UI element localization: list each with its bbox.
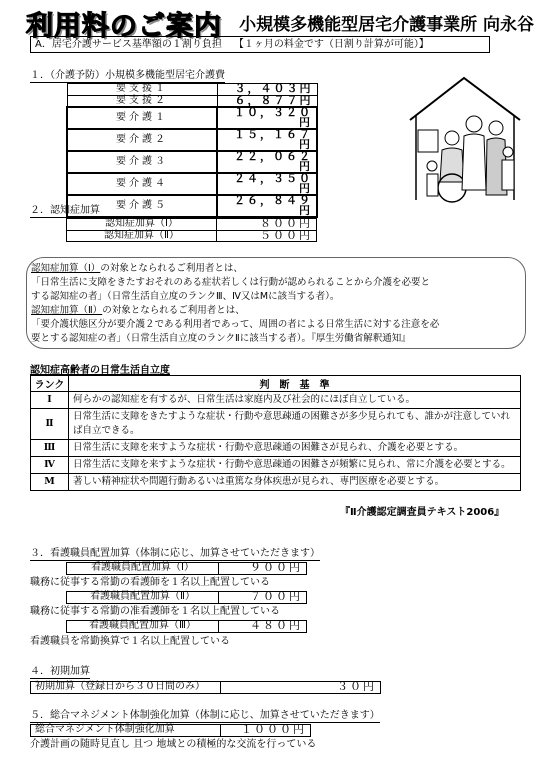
- table-row: [31, 440, 521, 457]
- care-fee: ２２，０６２円: [217, 151, 317, 173]
- criteria-header: 判 断 基 準: [69, 376, 521, 392]
- rank-cell: Ⅲ: [31, 440, 69, 457]
- table-row: [31, 409, 521, 440]
- nurse-desc: 看護職員を常勤換算で１名以上配置している: [30, 636, 230, 647]
- note-text: の対象となられるご利用者とは、: [100, 263, 243, 274]
- initial-fee-table: [30, 681, 381, 694]
- care-level: 要介護３: [67, 151, 217, 173]
- nurse-fee-table-2: [66, 591, 307, 604]
- table-row: [67, 563, 307, 575]
- care-level: 要支援１: [67, 84, 217, 96]
- note-line: 要とする認知症の者」（日常生活自立度のランクⅡに該当する者）。『厚生労働省解釈通知』: [31, 333, 411, 344]
- table-row: [67, 151, 317, 173]
- criteria-cell: 日常生活に支障を来すような症状・行動や意思疎通の困難さが見られ、介護を必要とする。: [69, 440, 521, 457]
- nurse-desc: 職務に従事する常勤の准看護師を１名以上配置している: [30, 606, 280, 617]
- table-row: [31, 392, 521, 409]
- criteria-cell: 日常生活に支障をきたすような症状・行動や意思疎通の困難さが多少見られても、誰かが注意していれば自立できる。: [69, 409, 521, 440]
- care-level: 要支援２: [67, 95, 217, 107]
- mgmt-fee: １０００円: [221, 725, 311, 737]
- mgmt-heading: ５．総合マネジメント体制強化加算（体制に応じ、加算させていただきます）: [30, 710, 380, 721]
- section-a-heading: [30, 36, 490, 53]
- dementia-item: 認知症加算（Ⅰ）: [67, 219, 217, 231]
- initial-fee: ３０円: [221, 682, 381, 694]
- table-row: [67, 173, 317, 195]
- care-fee: ２４，３５０円: [217, 173, 317, 195]
- care-level: 要介護１: [67, 107, 217, 129]
- care-fee: １５，１６７円: [217, 129, 317, 151]
- page-title: 利用料のご案内: [26, 11, 222, 42]
- section-a-note: 【１ヶ月の料金です（日割り計算が可能）】: [233, 39, 429, 50]
- note-line: [31, 304, 525, 318]
- care-level: 要介護４: [67, 173, 217, 195]
- table-row: [67, 195, 317, 217]
- initial-item: 初期加算（登録日から３０日間のみ）: [31, 682, 221, 694]
- table-row: [31, 682, 381, 694]
- note-line: 「日常生活に支障をきたすおそれのある症状若しくは行動が認められることから介護を必要と: [31, 277, 431, 288]
- note-line: 「要介護状態区分が要介護２である利用者であって、周囲の者による日常生活に対する注意を必: [31, 319, 440, 330]
- table-row: [67, 95, 317, 107]
- criteria-cell: 著しい精神症状や問題行動あるいは重篤な身体疾患が見られ、専門医療を必要とする。: [69, 474, 521, 491]
- nurse-item: 看護職員配置加算（Ⅱ）: [67, 592, 219, 604]
- nurse-fee: ７００円: [219, 592, 307, 604]
- table-row: [31, 457, 521, 474]
- criteria-cell: 何らかの認知症を有するが、日常生活は家庭内及び社会的にほぼ自立している。: [69, 392, 521, 409]
- note-term: 認知症加算（Ⅱ）: [31, 305, 103, 316]
- care-fee: ３，４０３円: [217, 84, 317, 96]
- table-row: [67, 230, 317, 242]
- table-header: [31, 376, 521, 392]
- nurse-item: 看護職員配置加算（Ⅰ）: [67, 563, 219, 575]
- table-row: [67, 592, 307, 604]
- note-term: 認知症加算（Ⅰ）: [31, 263, 101, 274]
- nurse-fee: ４８０円: [219, 621, 307, 633]
- dementia-item: 認知症加算（Ⅱ）: [67, 230, 217, 242]
- rank-cell: Ⅳ: [31, 457, 69, 474]
- care-fee: １０，３２０円: [217, 107, 317, 129]
- criteria-cell: 日常生活に支障を来すような症状・行動や意思疎通の困難さが頻繁に見られ、常に介護を必要とする。: [69, 457, 521, 474]
- note-line: [31, 262, 525, 276]
- rank-cell: M: [31, 474, 69, 491]
- nurse-fee-table-3: [66, 620, 307, 633]
- table-row: [31, 725, 311, 737]
- rank-cell: Ⅱ: [31, 409, 69, 440]
- table-row: [31, 474, 521, 491]
- nurse-fee-table-1: [66, 562, 307, 575]
- care-fee: ２６，８４９円: [217, 195, 317, 217]
- mgmt-item: 総合マネジメント体制強化加算: [31, 725, 221, 737]
- office-name: 小規模多機能型居宅介護事業所 向永谷: [239, 15, 534, 35]
- ranks-source: 『Ⅱ介護認定調査員テキスト2006』: [340, 507, 505, 518]
- care-fee-table: [66, 83, 318, 218]
- rank-cell: Ⅰ: [31, 392, 69, 409]
- note-text: の対象となられるご利用者とは、: [102, 305, 245, 316]
- initial-heading: ４．初期加算: [30, 666, 90, 677]
- dementia-note: [26, 257, 526, 349]
- nurse-desc: 職務に従事する常勤の看護師を１名以上配置している: [30, 577, 270, 588]
- mgmt-desc: 介護計画の随時見直し 且つ 地域との積極的な交流を行っている: [30, 739, 317, 750]
- dementia-fee: ８００円: [217, 219, 317, 231]
- title-row: [8, 4, 544, 42]
- rank-header: ランク: [31, 376, 69, 392]
- nurse-fee: ９００円: [219, 563, 307, 575]
- ranks-table: [30, 375, 521, 491]
- dementia-heading: ２．認知症加算: [30, 205, 100, 216]
- care-level: 要介護５: [67, 195, 217, 217]
- mgmt-fee-table: [30, 724, 311, 737]
- care-level: 要介護２: [67, 129, 217, 151]
- ranks-title: 認知症高齢者の日常生活自立度: [30, 365, 170, 376]
- family-illustration: [402, 70, 527, 210]
- table-row: [67, 129, 317, 151]
- table-row: [67, 621, 307, 633]
- care-heading: １．（介護予防）小規模多機能型居宅介護費: [30, 70, 225, 81]
- table-row: [67, 107, 317, 129]
- care-fee: ６，８７７円: [217, 95, 317, 107]
- dementia-fee: ５００円: [217, 230, 317, 242]
- nurse-heading: ３．看護職員配置加算（体制に応じ、加算させていただきます）: [30, 548, 320, 559]
- note-line: する認知症の者」（日常生活自立度のランクⅢ、Ⅳ又はMに該当する者）。: [31, 291, 340, 302]
- section-a-label: A．居宅介護サービス基準額の１割り負担: [35, 39, 222, 50]
- dementia-fee-table: [66, 218, 317, 242]
- nurse-item: 看護職員配置加算（Ⅲ）: [67, 621, 219, 633]
